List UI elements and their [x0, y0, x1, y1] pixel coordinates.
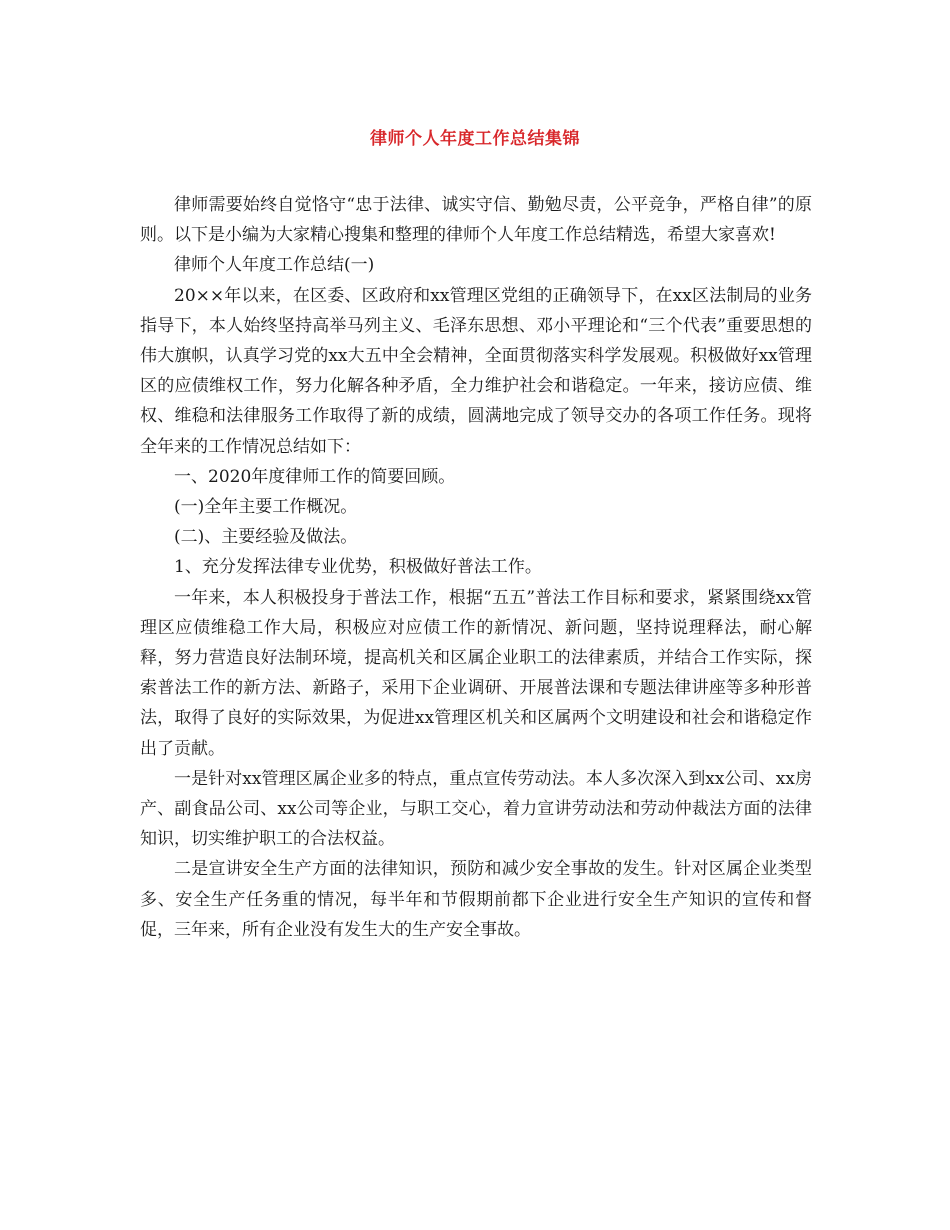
- paragraph-safety: 二是宣讲安全生产方面的法律知识，预防和减少安全事故的发生。针对区属企业类型多、安全生产任务重的情况，每半年和节假期前都下企业进行安全生产知识的宣传和督促，三年来，所有企业没有发生大的生产安全事故。: [140, 859, 812, 940]
- paragraph-labor-law: 一是针对xx管理区属企业多的特点，重点宣传劳动法。本人多次深入到xx公司、xx房产、副食品公司、xx公司等企业，与职工交心，着力宣讲劳动法和劳动仲裁法方面的法律知识，切实维护职工的合法权益。: [140, 768, 812, 850]
- document-body: [140, 190, 812, 945]
- paragraph-review-heading: 一、2020年度律师工作的简要回顾。: [174, 466, 456, 487]
- paragraph-intro: 律师需要始终自觉恪守“忠于法律、诚实守信、勤勉尽责，公平竞争，严格自律”的原则。以下是小编为大家精心搜集和整理的律师个人年度工作总结精选，希望大家喜欢!: [140, 195, 812, 246]
- paragraph-section-heading: 律师个人年度工作总结(一): [174, 255, 375, 276]
- paragraph-overview: 20××年以来，在区委、区政府和xx管理区党组的正确领导下，在xx区法制局的业务指导下，本人始终坚持高举马列主义、毛泽东思想、邓小平理论和“三个代表”重要思想的伟大旗帜，认真学习党的xx大五中全会精神，全面贯彻落实科学发展观。积极做好xx管理区的应债维权工作，努力化解各种矛盾，全力维护社会和谐稳定。一年来，接访应债、维权、维稳和法律服务工作取得了新的成绩，圆满地完成了领导交办的各项工作任务。现将全年来的工作情况总结如下：: [140, 285, 812, 457]
- paragraph-subheading-1: (一)全年主要工作概况。: [174, 497, 358, 518]
- document-title: 律师个人年度工作总结集锦: [370, 129, 580, 149]
- paragraph-legal-education: 一年来，本人积极投身于普法工作，根据“五五”普法工作目标和要求，紧紧围绕xx管理区应债维稳工作大局，积极应对应债工作的新情况、新问题，坚持说理释法，耐心解释，努力营造良好法制环境，提高机关和区属企业职工的法律素质，并结合工作实际，探索普法工作的新方法、新路子，采用下企业调研、开展普法课和专题法律讲座等多种形普法，取得了良好的实际效果，为促进xx管理区机关和区属两个文明建设和社会和谐稳定作出了贡献。: [140, 587, 812, 759]
- paragraph-item-1: 1、充分发挥法律专业优势，积极做好普法工作。: [174, 557, 542, 578]
- paragraph-subheading-2: (二)、主要经验及做法。: [174, 527, 358, 548]
